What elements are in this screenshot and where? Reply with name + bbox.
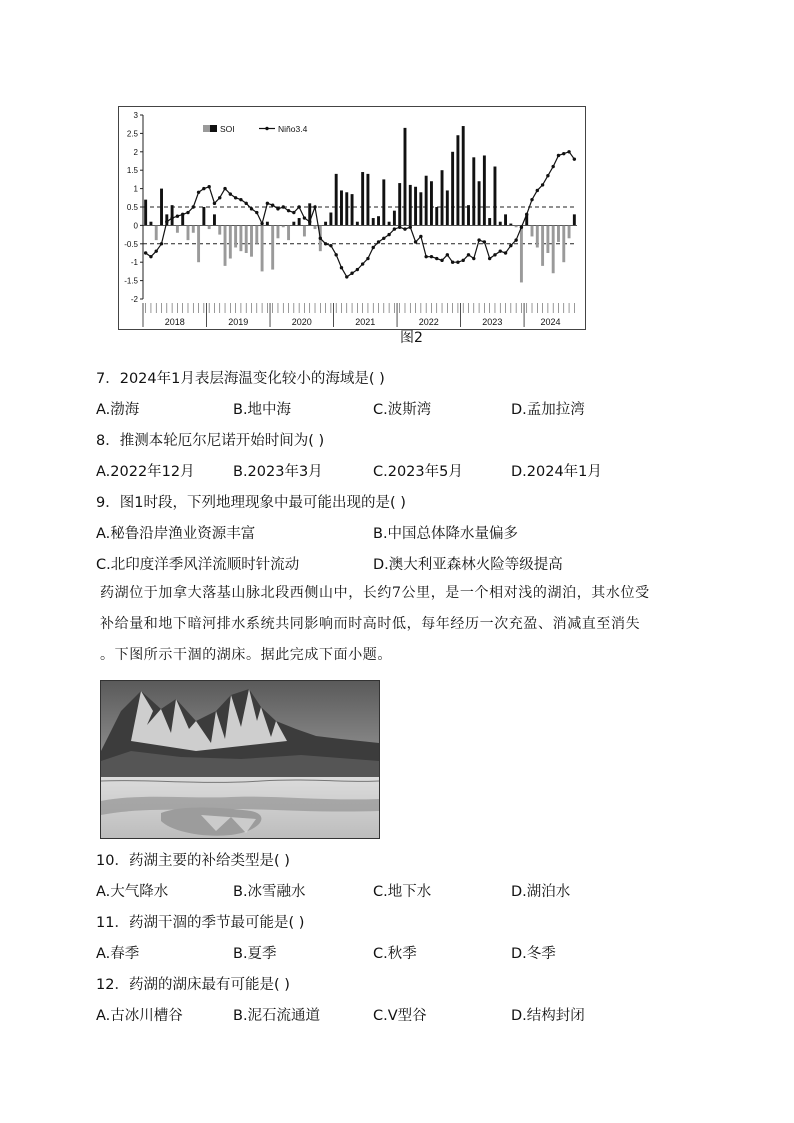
nino-point (551, 165, 554, 168)
nino-point (144, 251, 147, 254)
passage (100, 578, 705, 671)
nino-point (451, 261, 454, 264)
soi-bar (176, 225, 179, 232)
soi-bar (292, 222, 295, 226)
soi-bar (483, 155, 486, 225)
nino-point (446, 253, 449, 256)
soi-bar (430, 181, 433, 225)
nino-point (424, 255, 427, 258)
q9-option-d[interactable]: D.澳大利亚森林火险等级提高 (373, 557, 563, 573)
question-8-stem: 8．推测本轮厄尔尼诺开始时间为( ) (96, 433, 325, 449)
soi-bar (255, 225, 258, 243)
nino-point (149, 255, 152, 258)
soi-bar (324, 222, 327, 226)
nino-point (255, 211, 258, 214)
soi-bar (546, 225, 549, 253)
soi-bar (541, 225, 544, 265)
year-label: 2022 (418, 317, 439, 327)
soi-bar (520, 225, 523, 282)
nino-point (213, 202, 216, 205)
year-label: 2023 (482, 317, 503, 327)
nino-point (160, 242, 163, 245)
soi-bar (250, 225, 253, 256)
nino-point (229, 192, 232, 195)
soi-bar (451, 152, 454, 226)
nino-point (271, 203, 274, 206)
question-11-stem: 11．药湖干涸的季节最可能是( ) (96, 915, 305, 931)
nino-point (419, 235, 422, 238)
soi-bar (552, 225, 555, 273)
soi-bar (224, 225, 227, 265)
soi-bar (266, 222, 269, 226)
soi-bar (202, 207, 205, 225)
soi-bar (557, 225, 560, 242)
nino-point (218, 196, 221, 199)
nino-point (176, 215, 179, 218)
nino-point (456, 261, 459, 264)
soi-bar (171, 205, 174, 225)
question-10-stem: 10．药湖主要的补给类型是( ) (96, 853, 290, 869)
q11-option-b[interactable]: B.夏季 (233, 946, 277, 962)
nino-point (287, 209, 290, 212)
q8-option-d[interactable]: D.2024年1月 (511, 464, 602, 480)
nino-point (372, 246, 375, 249)
q7-option-d[interactable]: D.孟加拉湾 (511, 402, 585, 418)
y-tick-label: -2 (130, 295, 138, 304)
soi-bar (197, 225, 200, 262)
nino-point (573, 157, 576, 160)
soi-bar (234, 225, 237, 247)
nino-point (462, 259, 465, 262)
nino-point (387, 233, 390, 236)
q7-option-c[interactable]: C.波斯湾 (373, 402, 432, 418)
nino-point (319, 237, 322, 240)
soi-bar (504, 214, 507, 225)
soi-bar (192, 225, 195, 232)
q10-option-b[interactable]: B.冰雪融水 (233, 884, 306, 900)
q7-option-a[interactable]: A.渤海 (96, 402, 140, 418)
soi-bar (329, 213, 332, 226)
q8-option-a[interactable]: A.2022年12月 (96, 464, 195, 480)
nino-point (472, 257, 475, 260)
figure-caption: 图2 (400, 330, 423, 346)
q11-option-c[interactable]: C.秋季 (373, 946, 417, 962)
question-9-stem: 9．图1时段，下列地理现象中最可能出现的是( ) (96, 495, 406, 511)
soi-bar (573, 214, 576, 225)
nino-point (282, 205, 285, 208)
passage-line: 补给量和地下暗河排水系统共同影响而时高时低，每年经历一次充盈、消减直至消失 (100, 616, 641, 632)
q9-option-c[interactable]: C.北印度洋季风洋流顺时针流动 (96, 557, 300, 573)
nino-point (467, 253, 470, 256)
y-tick-label: 1 (133, 184, 138, 194)
soi-bar (213, 214, 216, 225)
soi-bar (568, 225, 571, 238)
nino-point (440, 259, 443, 262)
soi-bar (446, 190, 449, 225)
soi-bar (208, 225, 211, 229)
nino-point (334, 253, 337, 256)
q9-option-b[interactable]: B.中国总体降水量偏多 (373, 526, 519, 542)
soi-bar (366, 174, 369, 226)
nino-point (350, 272, 353, 275)
soi-bar (531, 225, 534, 236)
y-tick-label: 2.5 (126, 129, 138, 139)
soi-bar (419, 192, 422, 225)
soi-bar (499, 222, 502, 226)
soi-bar (377, 216, 380, 225)
nino-point (536, 189, 539, 192)
soi-nino-chart (118, 106, 586, 330)
question-7-stem: 7．2024年1月表层海温变化较小的海域是( ) (96, 371, 385, 387)
soi-bar (335, 174, 338, 226)
q10-option-d[interactable]: D.湖泊水 (511, 884, 571, 900)
nino-point (509, 244, 512, 247)
soi-bar (340, 190, 343, 225)
nino-point (382, 237, 385, 240)
soi-bar (388, 222, 391, 226)
nino-point (207, 185, 210, 188)
year-label: 2021 (355, 317, 376, 327)
nino-point (250, 207, 253, 210)
soi-bar (435, 207, 438, 225)
lake-bed-photo (100, 680, 380, 839)
y-tick-label: -1 (130, 258, 138, 268)
nino-point (356, 268, 359, 271)
nino-line (146, 152, 575, 277)
nino-point (477, 238, 480, 241)
soi-bar (494, 167, 497, 226)
nino-point (414, 240, 417, 243)
soi-bar (356, 222, 359, 226)
lake-bed-illustration (101, 681, 379, 838)
soi-bar (149, 222, 152, 226)
soi-bar (351, 194, 354, 225)
soi-bar (245, 225, 248, 253)
nino-point (181, 213, 184, 216)
nino-point (303, 216, 306, 219)
nino-point (403, 227, 406, 230)
q10-option-c[interactable]: C.地下水 (373, 884, 432, 900)
q12-option-b[interactable]: B.泥石流通道 (233, 1008, 321, 1024)
soi-bar (467, 205, 470, 225)
q10-option-a[interactable]: A.大气降水 (96, 884, 169, 900)
soi-bar (271, 225, 274, 269)
soi-bar (314, 225, 317, 229)
soi-bar (562, 225, 565, 262)
soi-bar (404, 128, 407, 226)
soi-bar (382, 179, 385, 225)
nino-point (292, 211, 295, 214)
nino-point (504, 251, 507, 254)
nino-point (409, 226, 412, 229)
year-label: 2018 (164, 317, 185, 327)
nino-point (329, 244, 332, 247)
q12-option-d[interactable]: D.结构封闭 (511, 1008, 585, 1024)
nino-point (546, 174, 549, 177)
soi-bar (282, 225, 285, 227)
chart-svg (119, 107, 585, 329)
nino-point (170, 216, 173, 219)
nino-point (197, 191, 200, 194)
nino-point (398, 226, 401, 229)
nino-point (266, 202, 269, 205)
soi-bar (515, 225, 518, 227)
soi-bar (488, 218, 491, 225)
soi-bar (303, 225, 306, 236)
nino-point (324, 242, 327, 245)
nino-point (366, 257, 369, 260)
soi-bar (229, 225, 232, 258)
soi-bar (398, 183, 401, 225)
soi-bar (441, 170, 444, 225)
soi-bar (478, 181, 481, 225)
nino-point (165, 220, 168, 223)
soi-bar (509, 224, 512, 226)
q8-option-c[interactable]: C.2023年5月 (373, 464, 463, 480)
soi-bar (361, 172, 364, 225)
soi-bar (409, 185, 412, 225)
soi-bar (287, 225, 290, 240)
soi-bar (239, 225, 242, 251)
y-tick-label: 3 (133, 111, 138, 120)
nino-point (239, 198, 242, 201)
soi-bar (372, 218, 375, 225)
soi-bar (345, 192, 348, 225)
legend-soi-black-swatch (210, 125, 217, 132)
soi-bar (160, 189, 163, 226)
nino-point (514, 238, 517, 241)
year-label: 2019 (228, 317, 249, 327)
soi-bar (144, 200, 147, 226)
soi-bar (155, 225, 158, 240)
soi-bar (536, 225, 539, 247)
y-tick-label: -0.5 (124, 239, 138, 249)
nino-point (340, 266, 343, 269)
q7-option-b[interactable]: B.地中海 (233, 402, 292, 418)
nino-point (361, 262, 364, 265)
nino-point (525, 213, 528, 216)
y-tick-label: 2 (133, 147, 138, 157)
nino-point (186, 211, 189, 214)
soi-bar (393, 211, 396, 226)
soi-bar (298, 218, 301, 225)
y-tick-label: 0.5 (126, 203, 138, 212)
soi-bar (425, 176, 428, 226)
year-label: 2024 (540, 317, 561, 327)
question-12-stem: 12．药湖的湖床最有可能是( ) (96, 977, 290, 993)
soi-bar (414, 187, 417, 226)
nino-point (557, 154, 560, 157)
nino-point (245, 202, 248, 205)
nino-point (435, 257, 438, 260)
passage-line: 药湖位于加拿大落基山脉北段西侧山中，长约7公里，是一个相对浅的湖泊，其水位受 (100, 585, 650, 601)
nino-point (313, 205, 316, 208)
soi-bar (261, 225, 264, 271)
nino-point (430, 255, 433, 258)
soi-bar (462, 126, 465, 225)
nino-point (276, 207, 279, 210)
nino-point (345, 275, 348, 278)
y-tick-label: -1.5 (124, 276, 138, 286)
nino-point (155, 249, 158, 252)
year-label: 2020 (291, 317, 312, 327)
soi-bar (277, 225, 280, 238)
nino-point (223, 187, 226, 190)
nino-point (493, 253, 496, 256)
passage-line: 。下图所示干涸的湖床。据此完成下面小题。 (100, 647, 392, 663)
nino-point (260, 222, 263, 225)
nino-point (499, 249, 502, 252)
soi-bar (187, 225, 190, 240)
nino-point (192, 205, 195, 208)
nino-point (520, 226, 523, 229)
nino-point (488, 257, 491, 260)
q12-option-a[interactable]: A.古冰川槽谷 (96, 1008, 183, 1024)
nino-point (541, 183, 544, 186)
q8-option-b[interactable]: B.2023年3月 (233, 464, 323, 480)
q11-option-a[interactable]: A.春季 (96, 946, 140, 962)
q11-option-d[interactable]: D.冬季 (511, 946, 556, 962)
nino-point (530, 198, 533, 201)
q12-option-c[interactable]: C.V型谷 (373, 1008, 427, 1024)
soi-bar (218, 225, 221, 234)
soi-bar (456, 135, 459, 225)
nino-point (234, 196, 237, 199)
nino-point (567, 150, 570, 153)
legend-soi-label: SOI (220, 124, 235, 134)
y-tick-label: 0 (133, 221, 138, 231)
nino-point (377, 240, 380, 243)
y-tick-label: 1.5 (126, 166, 138, 176)
soi-bar (472, 157, 475, 225)
legend-nino-label: Niño3.4 (278, 124, 308, 134)
nino-point (308, 220, 311, 223)
legend-nino-point (265, 127, 268, 130)
nino-point (562, 152, 565, 155)
nino-point (393, 227, 396, 230)
nino-point (202, 187, 205, 190)
nino-point (483, 240, 486, 243)
q9-option-a[interactable]: A.秘鲁沿岸渔业资源丰富 (96, 526, 256, 542)
legend-soi-gray-swatch (203, 125, 210, 132)
nino-point (297, 205, 300, 208)
